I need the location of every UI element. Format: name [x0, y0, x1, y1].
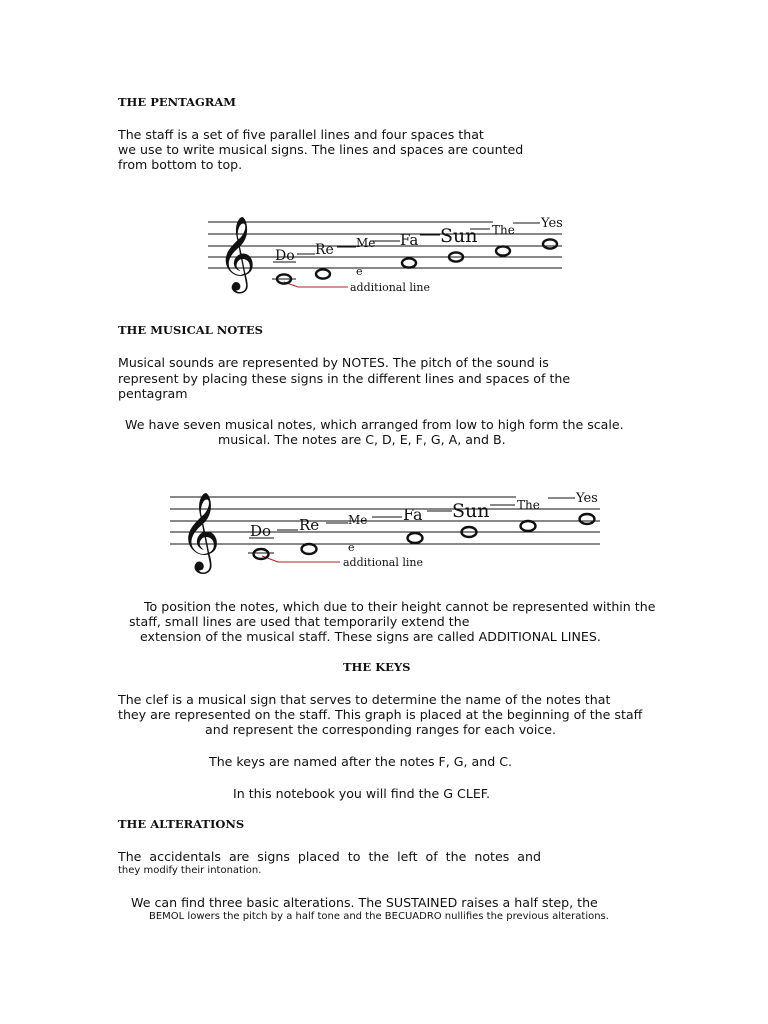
keys-heading: THE KEYS — [343, 660, 411, 674]
note-label-fa: Fa — [400, 231, 419, 249]
whole-note-icon — [521, 521, 536, 531]
treble-clef-icon: 𝄞 — [180, 492, 221, 571]
notes-text-line: Musical sounds are represented by NOTES. The pitch of the sound is — [118, 355, 549, 370]
note-label-the: The — [492, 223, 515, 237]
note-label-me: Me — [348, 513, 368, 527]
note-label-yes: Yes — [541, 216, 563, 231]
whole-note-icon — [408, 533, 423, 543]
keys-notebook-line: In this notebook you will find the G CLEF. — [233, 786, 491, 801]
musical-notes-heading: THE MUSICAL NOTES — [118, 323, 263, 337]
pentagram-text-line: from bottom to top. — [118, 157, 243, 172]
whole-note-icon — [302, 544, 317, 554]
alterations-heading: THE ALTERATIONS — [118, 817, 245, 831]
note-label-re: Re — [299, 516, 320, 534]
note-label-do: Do — [275, 248, 295, 264]
additional-line-annotation: additional line — [350, 281, 431, 294]
pentagram-text-line: we use to write musical signs. The lines and spaces are counted — [118, 142, 524, 157]
keys-text-line: and represent the corresponding ranges for each voice. — [205, 722, 557, 737]
alterations-text-line: they modify their intonation. — [118, 865, 262, 876]
note-label-e: e — [356, 265, 363, 278]
pentagram-text-line: The staff is a set of five parallel lines and four spaces that — [118, 127, 484, 142]
additional-line-annotation: additional line — [343, 556, 424, 569]
note-label-fa: Fa — [403, 505, 423, 524]
keys-text-line: they are represented on the staff. This graph is placed at the beginning of the staff — [118, 707, 643, 722]
treble-clef-icon: 𝄞 — [218, 217, 256, 291]
pentagram-heading: THE PENTAGRAM — [118, 95, 236, 109]
notes-text-line: pentagram — [118, 386, 188, 401]
whole-note-icon — [254, 549, 269, 559]
notes-text-line: represent by placing these signs in the different lines and spaces of the — [118, 371, 571, 386]
note-label-do: Do — [250, 522, 272, 540]
note-label-e: e — [348, 541, 355, 554]
note-label-sun: Sun — [440, 225, 478, 247]
seven-notes-line: musical. The notes are C, D, E, F, G, A, and B. — [218, 432, 506, 447]
note-label-yes: Yes — [576, 491, 598, 506]
whole-note-icon — [580, 514, 595, 524]
additional-text-line: To position the notes, which due to their height cannot be represented within the — [144, 599, 656, 614]
note-label-re: Re — [315, 242, 334, 258]
keys-named-line: The keys are named after the notes F, G, and C. — [209, 754, 513, 769]
alterations-text-line: We can find three basic alterations. The SUSTAINED raises a half step, the — [131, 895, 598, 910]
note-label-me: Me — [356, 236, 376, 250]
keys-text-line: The clef is a musical sign that serves to determine the name of the notes that — [118, 692, 611, 707]
note-label-sun: Sun — [452, 500, 490, 522]
seven-notes-line: We have seven musical notes, which arranged from low to high form the scale. — [125, 417, 624, 432]
additional-text-line: staff, small lines are used that temporarily extend the — [129, 614, 470, 629]
alterations-text-line: BEMOL lowers the pitch by a half tone and the BECUADRO nullifies the previous alterations. — [149, 911, 609, 922]
additional-text-line: extension of the musical staff. These signs are called ADDITIONAL LINES. — [140, 629, 601, 644]
alterations-text-line: The accidentals are signs placed to the left of the notes and — [118, 849, 541, 864]
note-label-the: The — [517, 498, 540, 512]
